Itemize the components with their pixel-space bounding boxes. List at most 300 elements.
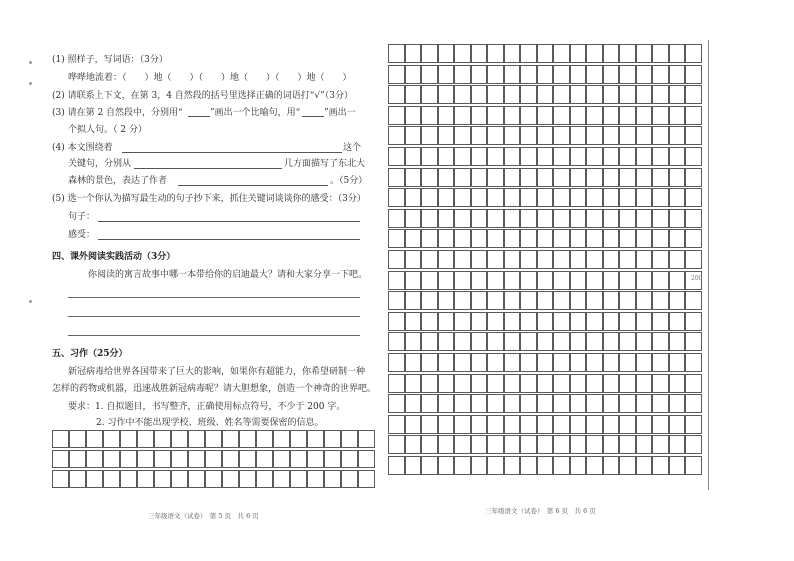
grid-cell[interactable] xyxy=(669,332,686,351)
grid-cell[interactable] xyxy=(652,456,669,475)
grid-cell[interactable] xyxy=(570,106,587,125)
grid-cell[interactable] xyxy=(388,312,405,331)
grid-cell[interactable] xyxy=(405,332,422,351)
blank-author-feeling[interactable] xyxy=(178,185,328,186)
grid-cell[interactable] xyxy=(570,415,587,434)
grid-cell[interactable] xyxy=(388,332,405,351)
grid-cell[interactable] xyxy=(652,312,669,331)
grid-cell[interactable] xyxy=(652,229,669,248)
grid-cell[interactable] xyxy=(438,291,455,310)
grid-cell[interactable] xyxy=(504,312,521,331)
grid-cell[interactable] xyxy=(405,312,422,331)
grid-cell[interactable] xyxy=(421,44,438,63)
grid-cell[interactable] xyxy=(487,126,504,145)
grid-cell[interactable] xyxy=(471,126,488,145)
grid-cell[interactable] xyxy=(586,85,603,104)
grid-cell[interactable] xyxy=(520,147,537,166)
grid-cell[interactable] xyxy=(603,106,620,125)
grid-cell[interactable] xyxy=(603,394,620,413)
grid-cell[interactable] xyxy=(619,168,636,187)
grid-cell[interactable] xyxy=(619,312,636,331)
grid-cell[interactable] xyxy=(652,332,669,351)
grid-cell[interactable] xyxy=(188,430,205,448)
grid-cell[interactable] xyxy=(570,291,587,310)
grid-cell[interactable] xyxy=(137,470,154,488)
grid-cell[interactable] xyxy=(537,250,554,269)
grid-cell[interactable] xyxy=(537,44,554,63)
grid-cell[interactable] xyxy=(619,65,636,84)
grid-cell[interactable] xyxy=(421,332,438,351)
grid-cell[interactable] xyxy=(454,44,471,63)
grid-cell[interactable] xyxy=(504,250,521,269)
grid-cell[interactable] xyxy=(553,147,570,166)
grid-cell[interactable] xyxy=(553,312,570,331)
grid-cell[interactable] xyxy=(603,147,620,166)
grid-cell[interactable] xyxy=(520,229,537,248)
grid-cell[interactable] xyxy=(586,229,603,248)
sentence-answer-line[interactable] xyxy=(98,221,360,222)
grid-cell[interactable] xyxy=(537,209,554,228)
grid-cell[interactable] xyxy=(570,188,587,207)
grid-cell[interactable] xyxy=(471,291,488,310)
grid-cell[interactable] xyxy=(188,470,205,488)
grid-cell[interactable] xyxy=(603,44,620,63)
grid-cell[interactable] xyxy=(619,353,636,372)
grid-cell[interactable] xyxy=(388,85,405,104)
grid-cell[interactable] xyxy=(619,456,636,475)
grid-cell[interactable] xyxy=(586,374,603,393)
grid-cell[interactable] xyxy=(358,450,375,468)
grid-cell[interactable] xyxy=(405,188,422,207)
grid-cell[interactable] xyxy=(537,312,554,331)
grid-cell[interactable] xyxy=(405,85,422,104)
grid-cell[interactable] xyxy=(421,209,438,228)
grid-cell[interactable] xyxy=(504,271,521,290)
grid-cell[interactable] xyxy=(570,374,587,393)
grid-cell[interactable] xyxy=(504,126,521,145)
grid-cell[interactable] xyxy=(471,65,488,84)
grid-cell[interactable] xyxy=(471,374,488,393)
grid-cell[interactable] xyxy=(537,126,554,145)
grid-cell[interactable] xyxy=(324,470,341,488)
grid-cell[interactable] xyxy=(239,470,256,488)
grid-cell[interactable] xyxy=(454,147,471,166)
grid-cell[interactable] xyxy=(586,44,603,63)
grid-cell[interactable] xyxy=(154,450,171,468)
grid-cell[interactable] xyxy=(520,374,537,393)
grid-cell[interactable] xyxy=(669,415,686,434)
grid-cell[interactable] xyxy=(603,209,620,228)
grid-cell[interactable] xyxy=(222,430,239,448)
grid-cell[interactable] xyxy=(570,65,587,84)
grid-cell[interactable] xyxy=(520,250,537,269)
grid-cell[interactable] xyxy=(586,147,603,166)
blank-aspects[interactable] xyxy=(134,168,282,169)
grid-cell[interactable] xyxy=(405,435,422,454)
grid-cell[interactable] xyxy=(405,168,422,187)
grid-cell[interactable] xyxy=(586,394,603,413)
grid-cell[interactable] xyxy=(52,470,69,488)
grid-cell[interactable] xyxy=(454,168,471,187)
grid-cell[interactable] xyxy=(520,85,537,104)
grid-cell[interactable] xyxy=(421,85,438,104)
grid-cell[interactable] xyxy=(603,415,620,434)
grid-cell[interactable] xyxy=(586,312,603,331)
grid-cell[interactable] xyxy=(86,450,103,468)
grid-cell[interactable] xyxy=(405,456,422,475)
grid-cell[interactable] xyxy=(586,250,603,269)
grid-cell[interactable] xyxy=(685,85,702,104)
grid-cell[interactable] xyxy=(421,250,438,269)
grid-cell[interactable] xyxy=(388,209,405,228)
grid-cell[interactable] xyxy=(137,430,154,448)
grid-cell[interactable] xyxy=(454,374,471,393)
writing-grid-left[interactable] xyxy=(52,430,375,487)
grid-cell[interactable] xyxy=(438,312,455,331)
grid-cell[interactable] xyxy=(652,415,669,434)
grid-cell[interactable] xyxy=(570,209,587,228)
grid-cell[interactable] xyxy=(685,415,702,434)
grid-cell[interactable] xyxy=(504,85,521,104)
grid-cell[interactable] xyxy=(619,435,636,454)
grid-cell[interactable] xyxy=(537,394,554,413)
grid-cell[interactable] xyxy=(685,291,702,310)
grid-cell[interactable] xyxy=(537,85,554,104)
grid-cell[interactable] xyxy=(405,250,422,269)
grid-cell[interactable] xyxy=(405,209,422,228)
grid-cell[interactable] xyxy=(341,450,358,468)
grid-cell[interactable] xyxy=(603,126,620,145)
grid-cell[interactable] xyxy=(669,126,686,145)
grid-cell[interactable] xyxy=(685,374,702,393)
grid-cell[interactable] xyxy=(553,229,570,248)
grid-cell[interactable] xyxy=(454,188,471,207)
grid-cell[interactable] xyxy=(537,271,554,290)
grid-cell[interactable] xyxy=(586,65,603,84)
grid-cell[interactable] xyxy=(487,291,504,310)
grid-cell[interactable] xyxy=(438,65,455,84)
grid-cell[interactable] xyxy=(619,229,636,248)
grid-cell[interactable] xyxy=(487,250,504,269)
grid-cell[interactable] xyxy=(570,168,587,187)
grid-cell[interactable] xyxy=(487,456,504,475)
grid-cell[interactable] xyxy=(388,456,405,475)
grid-cell[interactable] xyxy=(520,209,537,228)
grid-cell[interactable] xyxy=(487,168,504,187)
grid-cell[interactable] xyxy=(520,435,537,454)
grid-cell[interactable] xyxy=(454,85,471,104)
grid-cell[interactable] xyxy=(586,126,603,145)
grid-cell[interactable] xyxy=(636,85,653,104)
grid-cell[interactable] xyxy=(421,126,438,145)
grid-cell[interactable] xyxy=(570,456,587,475)
grid-cell[interactable] xyxy=(570,312,587,331)
grid-cell[interactable] xyxy=(487,147,504,166)
grid-cell[interactable] xyxy=(504,229,521,248)
grid-cell[interactable] xyxy=(619,188,636,207)
grid-cell[interactable] xyxy=(471,271,488,290)
grid-cell[interactable] xyxy=(537,106,554,125)
grid-cell[interactable] xyxy=(273,450,290,468)
grid-cell[interactable] xyxy=(603,271,620,290)
grid-cell[interactable] xyxy=(487,65,504,84)
grid-cell[interactable] xyxy=(438,456,455,475)
grid-cell[interactable] xyxy=(570,394,587,413)
grid-cell[interactable] xyxy=(553,188,570,207)
grid-cell[interactable] xyxy=(421,312,438,331)
grid-cell[interactable] xyxy=(438,332,455,351)
grid-cell[interactable] xyxy=(388,394,405,413)
grid-cell[interactable] xyxy=(290,470,307,488)
grid-cell[interactable] xyxy=(603,456,620,475)
grid-cell[interactable] xyxy=(324,430,341,448)
grid-cell[interactable] xyxy=(421,188,438,207)
grid-cell[interactable] xyxy=(553,65,570,84)
grid-cell[interactable] xyxy=(290,430,307,448)
grid-cell[interactable] xyxy=(603,168,620,187)
writing-grid-right[interactable] xyxy=(388,44,702,474)
grid-cell[interactable] xyxy=(537,456,554,475)
grid-cell[interactable] xyxy=(652,147,669,166)
grid-cell[interactable] xyxy=(504,332,521,351)
grid-cell[interactable] xyxy=(405,147,422,166)
grid-cell[interactable] xyxy=(669,209,686,228)
grid-cell[interactable] xyxy=(471,85,488,104)
grid-cell[interactable] xyxy=(669,312,686,331)
grid-cell[interactable] xyxy=(553,126,570,145)
grid-cell[interactable] xyxy=(487,209,504,228)
grid-cell[interactable] xyxy=(537,65,554,84)
grid-cell[interactable] xyxy=(504,435,521,454)
grid-cell[interactable] xyxy=(438,44,455,63)
grid-cell[interactable] xyxy=(619,250,636,269)
grid-cell[interactable] xyxy=(487,394,504,413)
reading-answer-line-2[interactable] xyxy=(68,316,360,317)
grid-cell[interactable] xyxy=(537,415,554,434)
grid-cell[interactable] xyxy=(405,65,422,84)
grid-cell[interactable] xyxy=(454,271,471,290)
grid-cell[interactable] xyxy=(586,106,603,125)
grid-cell[interactable] xyxy=(438,168,455,187)
grid-cell[interactable] xyxy=(636,394,653,413)
grid-cell[interactable] xyxy=(586,271,603,290)
grid-cell[interactable] xyxy=(421,65,438,84)
grid-cell[interactable] xyxy=(471,250,488,269)
grid-cell[interactable] xyxy=(669,374,686,393)
grid-cell[interactable] xyxy=(570,353,587,372)
grid-cell[interactable] xyxy=(520,44,537,63)
grid-cell[interactable] xyxy=(388,353,405,372)
grid-cell[interactable] xyxy=(685,353,702,372)
grid-cell[interactable] xyxy=(487,106,504,125)
grid-cell[interactable] xyxy=(222,470,239,488)
grid-cell[interactable] xyxy=(537,374,554,393)
grid-cell[interactable] xyxy=(619,44,636,63)
grid-cell[interactable] xyxy=(570,250,587,269)
grid-cell[interactable] xyxy=(341,430,358,448)
grid-cell[interactable] xyxy=(636,44,653,63)
grid-cell[interactable] xyxy=(619,126,636,145)
grid-cell[interactable] xyxy=(421,394,438,413)
grid-cell[interactable] xyxy=(290,450,307,468)
grid-cell[interactable] xyxy=(471,394,488,413)
grid-cell[interactable] xyxy=(652,188,669,207)
grid-cell[interactable] xyxy=(421,353,438,372)
grid-cell[interactable] xyxy=(553,168,570,187)
grid-cell[interactable] xyxy=(520,415,537,434)
grid-cell[interactable] xyxy=(685,332,702,351)
grid-cell[interactable] xyxy=(471,106,488,125)
grid-cell[interactable] xyxy=(586,435,603,454)
grid-cell[interactable] xyxy=(358,470,375,488)
grid-cell[interactable] xyxy=(388,44,405,63)
grid-cell[interactable] xyxy=(256,470,273,488)
grid-cell[interactable] xyxy=(570,126,587,145)
grid-cell[interactable] xyxy=(537,332,554,351)
grid-cell[interactable] xyxy=(405,271,422,290)
grid-cell[interactable] xyxy=(487,44,504,63)
grid-cell[interactable] xyxy=(685,106,702,125)
grid-cell[interactable] xyxy=(669,229,686,248)
grid-cell[interactable] xyxy=(69,470,86,488)
grid-cell[interactable] xyxy=(603,85,620,104)
grid-cell[interactable] xyxy=(239,430,256,448)
blank-key-sentence[interactable] xyxy=(122,152,342,153)
grid-cell[interactable] xyxy=(619,394,636,413)
grid-cell[interactable] xyxy=(504,168,521,187)
feeling-answer-line[interactable] xyxy=(98,239,360,240)
grid-cell[interactable] xyxy=(438,229,455,248)
grid-cell[interactable] xyxy=(586,456,603,475)
grid-cell[interactable] xyxy=(520,271,537,290)
grid-cell[interactable] xyxy=(636,291,653,310)
grid-cell[interactable] xyxy=(619,85,636,104)
grid-cell[interactable] xyxy=(103,430,120,448)
grid-cell[interactable] xyxy=(438,147,455,166)
grid-cell[interactable] xyxy=(454,353,471,372)
grid-cell[interactable] xyxy=(669,456,686,475)
grid-cell[interactable] xyxy=(685,209,702,228)
grid-cell[interactable] xyxy=(471,312,488,331)
grid-cell[interactable] xyxy=(454,435,471,454)
grid-cell[interactable] xyxy=(520,332,537,351)
grid-cell[interactable] xyxy=(471,353,488,372)
grid-cell[interactable] xyxy=(120,430,137,448)
grid-cell[interactable] xyxy=(120,470,137,488)
grid-cell[interactable] xyxy=(205,430,222,448)
grid-cell[interactable] xyxy=(307,470,324,488)
grid-cell[interactable] xyxy=(520,312,537,331)
grid-cell[interactable] xyxy=(520,394,537,413)
grid-cell[interactable] xyxy=(471,209,488,228)
grid-cell[interactable] xyxy=(603,250,620,269)
grid-cell[interactable] xyxy=(438,394,455,413)
grid-cell[interactable] xyxy=(636,126,653,145)
grid-cell[interactable] xyxy=(619,374,636,393)
grid-cell[interactable] xyxy=(603,188,620,207)
grid-cell[interactable] xyxy=(421,271,438,290)
grid-cell[interactable] xyxy=(669,435,686,454)
grid-cell[interactable] xyxy=(103,470,120,488)
grid-cell[interactable] xyxy=(586,415,603,434)
grid-cell[interactable] xyxy=(520,65,537,84)
grid-cell[interactable] xyxy=(636,65,653,84)
grid-cell[interactable] xyxy=(685,65,702,84)
grid-cell[interactable] xyxy=(120,450,137,468)
grid-cell[interactable] xyxy=(603,353,620,372)
grid-cell[interactable] xyxy=(388,106,405,125)
grid-cell[interactable] xyxy=(669,271,686,290)
grid-cell[interactable] xyxy=(205,450,222,468)
grid-cell[interactable] xyxy=(454,126,471,145)
grid-cell[interactable] xyxy=(438,353,455,372)
grid-cell[interactable] xyxy=(520,168,537,187)
grid-cell[interactable] xyxy=(438,106,455,125)
grid-cell[interactable] xyxy=(388,435,405,454)
grid-cell[interactable] xyxy=(405,229,422,248)
grid-cell[interactable] xyxy=(504,353,521,372)
grid-cell[interactable] xyxy=(636,168,653,187)
grid-cell[interactable] xyxy=(421,374,438,393)
grid-cell[interactable] xyxy=(586,291,603,310)
grid-cell[interactable] xyxy=(171,450,188,468)
grid-cell[interactable] xyxy=(685,168,702,187)
grid-cell[interactable] xyxy=(520,188,537,207)
grid-cell[interactable] xyxy=(685,250,702,269)
grid-cell[interactable] xyxy=(388,291,405,310)
grid-cell[interactable] xyxy=(652,126,669,145)
grid-cell[interactable] xyxy=(570,435,587,454)
grid-cell[interactable] xyxy=(553,250,570,269)
grid-cell[interactable] xyxy=(685,188,702,207)
grid-cell[interactable] xyxy=(636,332,653,351)
grid-cell[interactable] xyxy=(438,374,455,393)
grid-cell[interactable] xyxy=(388,250,405,269)
grid-cell[interactable] xyxy=(619,415,636,434)
grid-cell[interactable] xyxy=(438,209,455,228)
grid-cell[interactable] xyxy=(669,85,686,104)
grid-cell[interactable] xyxy=(570,271,587,290)
grid-cell[interactable] xyxy=(553,85,570,104)
grid-cell[interactable] xyxy=(471,147,488,166)
grid-cell[interactable] xyxy=(636,250,653,269)
grid-cell[interactable] xyxy=(603,435,620,454)
grid-cell[interactable] xyxy=(388,126,405,145)
grid-cell[interactable] xyxy=(652,291,669,310)
grid-cell[interactable] xyxy=(421,291,438,310)
grid-cell[interactable] xyxy=(86,430,103,448)
grid-cell[interactable] xyxy=(636,188,653,207)
grid-cell[interactable] xyxy=(454,250,471,269)
grid-cell[interactable] xyxy=(504,394,521,413)
grid-cell[interactable] xyxy=(553,209,570,228)
grid-cell[interactable] xyxy=(520,126,537,145)
grid-cell[interactable] xyxy=(652,271,669,290)
grid-cell[interactable] xyxy=(586,353,603,372)
grid-cell[interactable] xyxy=(636,312,653,331)
grid-cell[interactable] xyxy=(86,470,103,488)
grid-cell[interactable] xyxy=(636,271,653,290)
grid-cell[interactable] xyxy=(341,470,358,488)
grid-cell[interactable] xyxy=(154,430,171,448)
grid-cell[interactable] xyxy=(421,456,438,475)
grid-cell[interactable] xyxy=(471,415,488,434)
grid-cell[interactable] xyxy=(586,209,603,228)
grid-cell[interactable] xyxy=(454,394,471,413)
grid-cell[interactable] xyxy=(669,291,686,310)
grid-cell[interactable] xyxy=(388,415,405,434)
grid-cell[interactable] xyxy=(537,168,554,187)
